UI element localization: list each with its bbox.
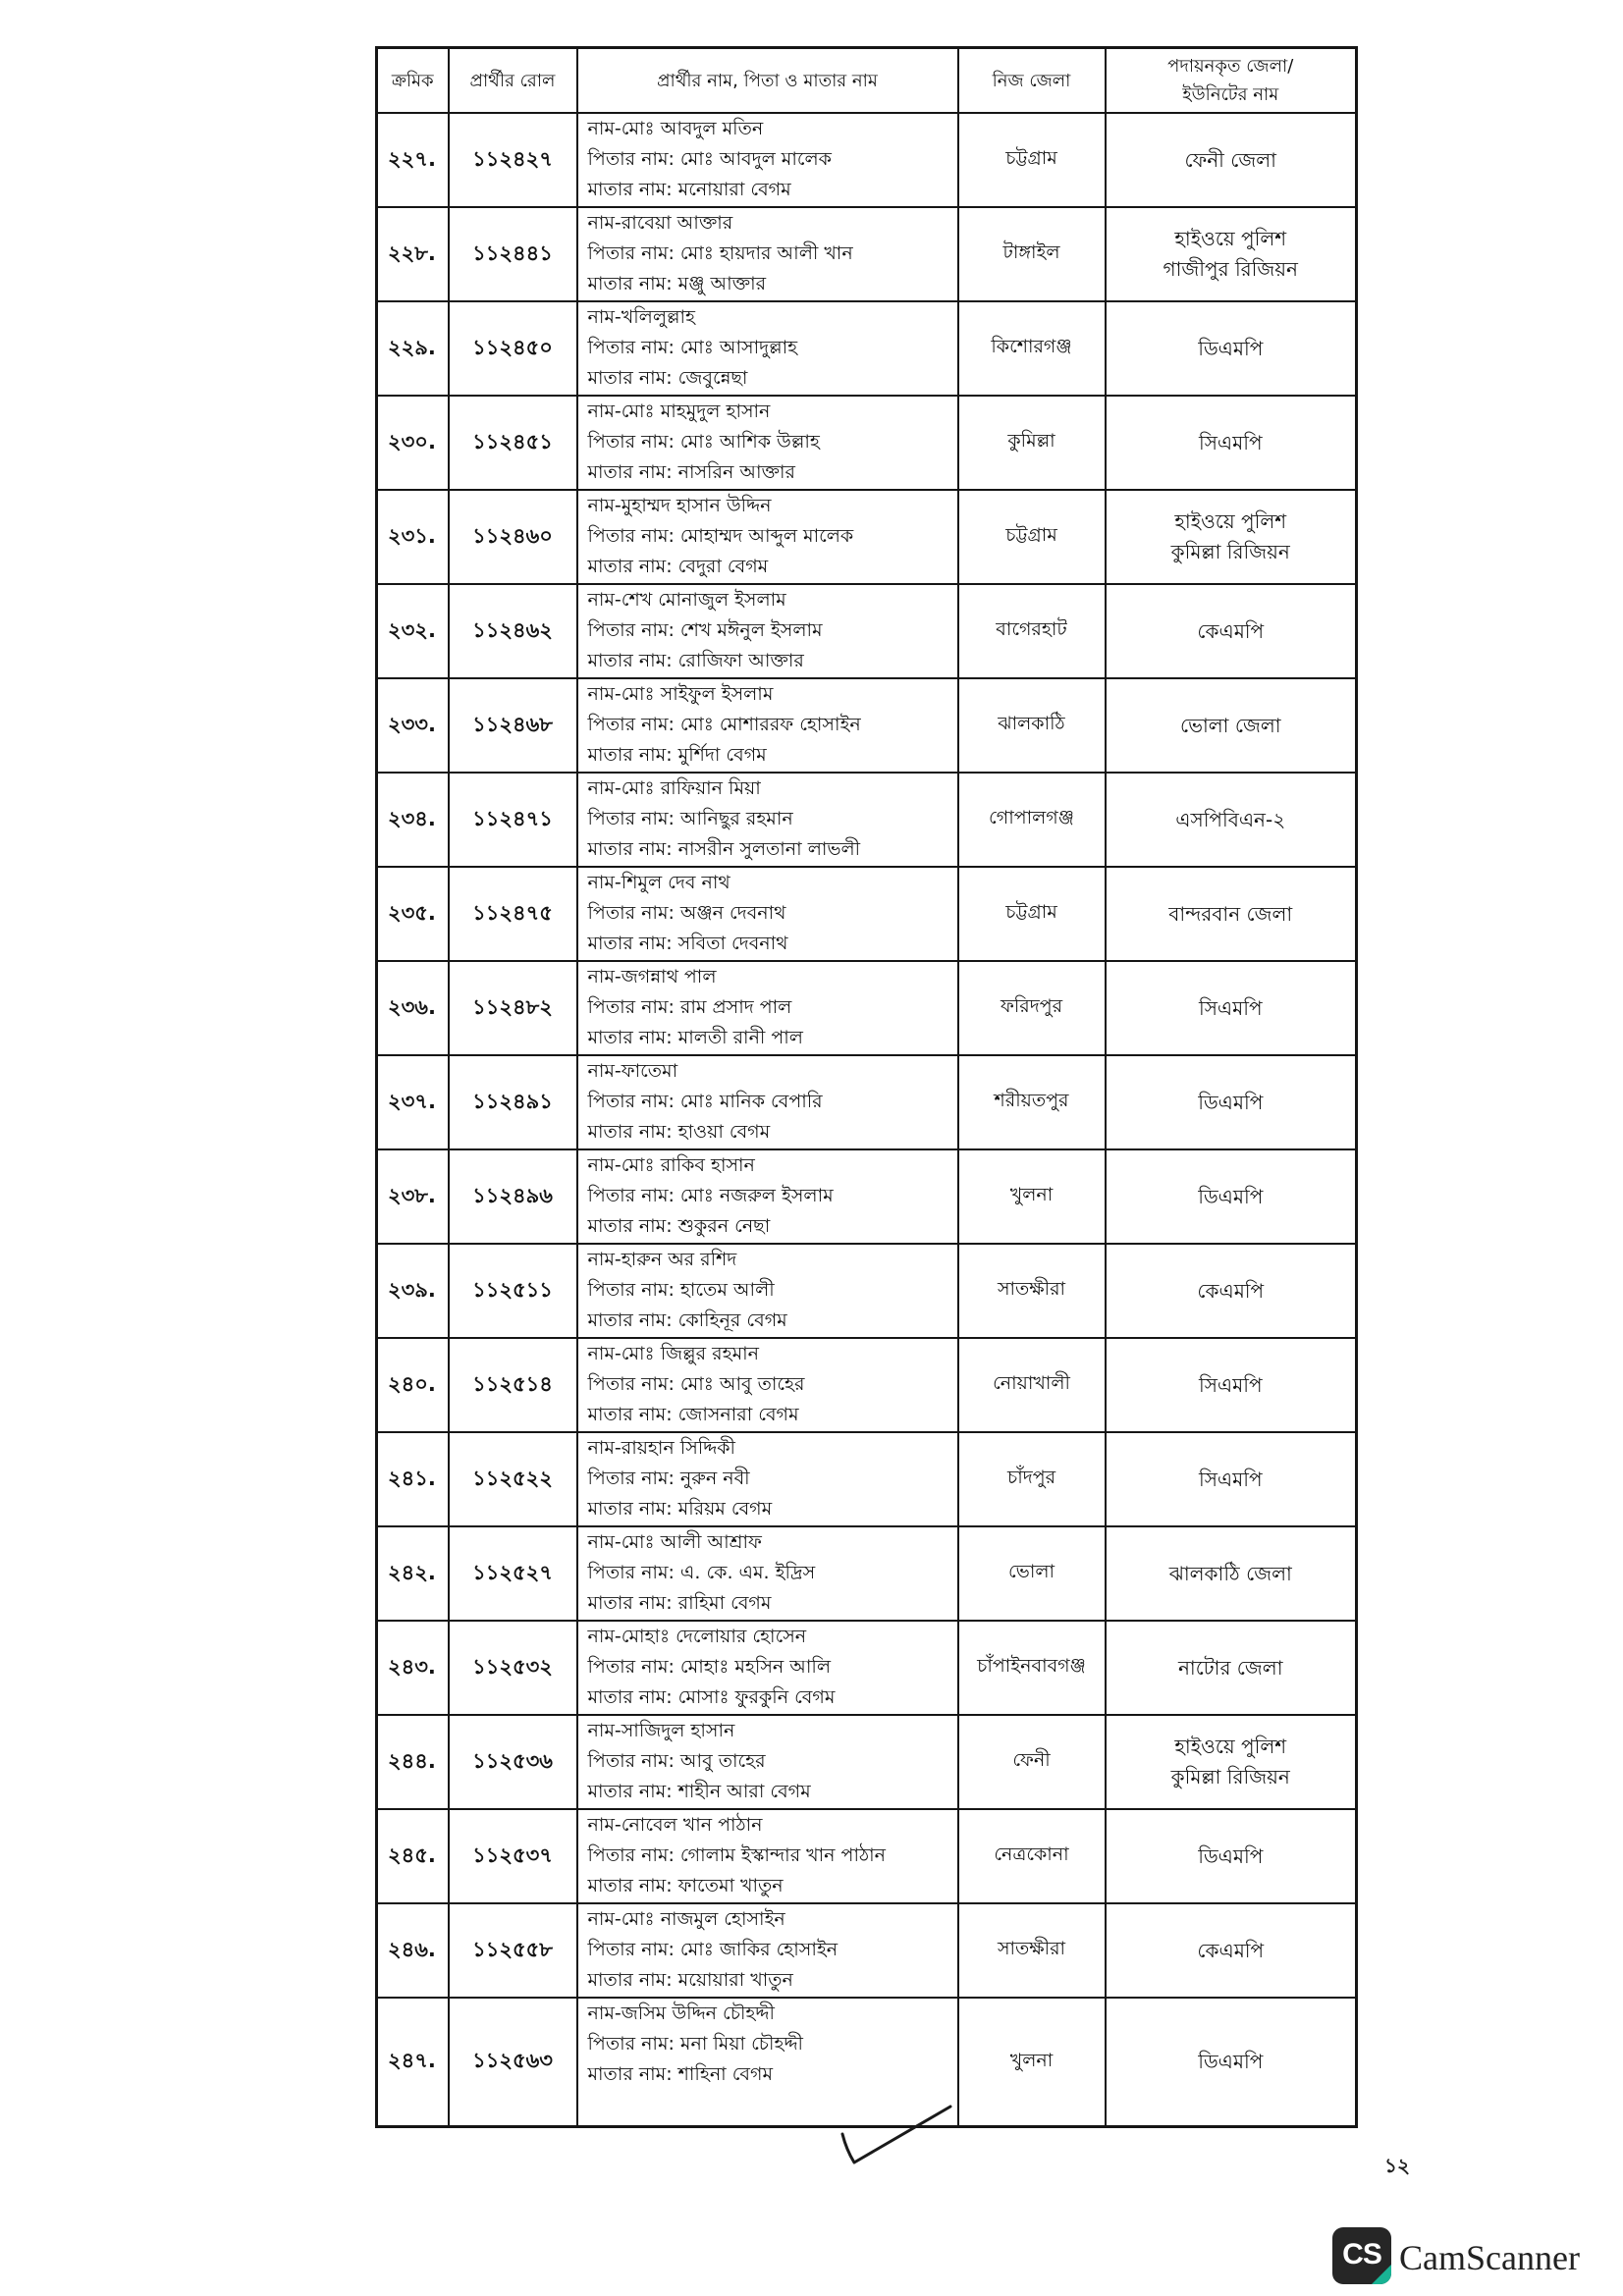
mother-name: মাতার নাম: ফাতেমা খাতুন [587,1875,784,1896]
posting-line: হাইওয়ে পুলিশ [1174,227,1287,250]
serial-cell: ২৩৬. [377,961,449,1055]
home-district-cell: চাঁদপুর [958,1432,1106,1526]
mother-name: মাতার নাম: বেদুরা বেগম [587,556,769,577]
father-name: পিতার নাম: মোঃ মানিক বেপারি [587,1091,823,1112]
names-cell [577,1526,958,1621]
mother-name: মাতার নাম: মোসাঃ ফুরকুনি বেগম [587,1686,836,1708]
roll-cell: ১১২৫১১ [449,1244,577,1338]
posting-line: হাইওয়ে পুলিশ [1174,1735,1287,1758]
table-row [377,490,1357,584]
names-cell [577,961,958,1055]
serial-cell: ২৩৭. [377,1055,449,1149]
roll-cell: ১১২৫৩৬ [449,1715,577,1809]
home-district-cell: শরীয়তপুর [958,1055,1106,1149]
candidate-name: নাম-মোহাঃ দেলোয়ার হোসেন [587,1626,807,1647]
serial-cell: ২৪১. [377,1432,449,1526]
camscanner-logo-icon [1332,2227,1391,2284]
table-row [377,396,1357,490]
table-row [377,1715,1357,1809]
father-name: পিতার নাম: হাতেম আলী [587,1279,775,1301]
posting-line: হাইওয়ে পুলিশ [1174,509,1287,533]
home-district-cell: নেত্রকোনা [958,1809,1106,1903]
mother-name: মাতার নাম: রোজিফা আক্তার [587,650,804,671]
home-district-cell: সাতক্ষীরা [958,1244,1106,1338]
roll-cell: ১১২৪৭৫ [449,867,577,961]
posting-line: ডিএমপি [1198,1184,1264,1208]
home-district-cell: বাগেরহাট [958,584,1106,678]
names-cell [577,773,958,867]
table-row [377,961,1357,1055]
posting-cell [1106,490,1357,584]
candidate-name: নাম-মোঃ রাকিব হাসান [587,1154,755,1176]
serial-cell: ২৩৩. [377,678,449,773]
father-name: পিতার নাম: মোঃ আবু তাহের [587,1373,805,1395]
posting-cell [1106,584,1357,678]
table-row [377,113,1357,207]
posting-cell [1106,1055,1357,1149]
father-name: পিতার নাম: গোলাম ইস্কান্দার খান পাঠান [587,1844,886,1866]
posting-cell [1106,207,1357,301]
table-row [377,301,1357,396]
father-name: পিতার নাম: আনিছুর রহমান [587,808,793,829]
roll-cell: ১১২৪৬৮ [449,678,577,773]
posting-line: ডিএমপি [1198,1843,1264,1868]
candidate-name: নাম-জসিম উদ্দিন চৌহদ্দী [587,2002,775,2024]
mother-name: মাতার নাম: নাসরিন আক্তার [587,461,795,483]
candidate-name: নাম-মোঃ আবদুল মতিন [587,118,764,139]
roll-cell: ১১২৫২৭ [449,1526,577,1621]
posting-cell [1106,1998,1357,2127]
names-cell [577,1432,958,1526]
table-row [377,678,1357,773]
father-name: পিতার নাম: আবু তাহের [587,1750,766,1772]
roll-cell: ১১২৪৮২ [449,961,577,1055]
father-name: পিতার নাম: মোঃ আসাদুল্লাহ [587,337,798,358]
posting-cell [1106,1149,1357,1244]
roll-cell: ১১২৪৪১ [449,207,577,301]
serial-cell: ২৩৯. [377,1244,449,1338]
table-row [377,1432,1357,1526]
roll-cell: ১১২৪৯৬ [449,1149,577,1244]
header-posting-line: ইউনিটের নাম [1182,84,1279,105]
serial-cell: ২৩০. [377,396,449,490]
posting-line: সিএমপি [1198,995,1263,1020]
names-cell [577,113,958,207]
names-cell [577,1715,958,1809]
posting-cell [1106,1809,1357,1903]
roll-cell: ১১২৫১৪ [449,1338,577,1432]
serial-cell: ২৪৩. [377,1621,449,1715]
candidate-name: নাম-মোঃ মাহমুদুল হাসান [587,400,771,422]
mother-name: মাতার নাম: মুর্শিদা বেগম [587,744,767,766]
home-district-cell: নোয়াখালী [958,1338,1106,1432]
names-cell [577,207,958,301]
names-cell [577,396,958,490]
mother-name: মাতার নাম: মনোয়ারা বেগম [587,179,791,200]
serial-cell: ২৪০. [377,1338,449,1432]
roll-cell: ১১২৪৬২ [449,584,577,678]
posting-line: নাটোর জেলা [1177,1655,1283,1680]
serial-cell: ২৪৬. [377,1903,449,1998]
father-name: পিতার নাম: মোহাঃ মহসিন আলি [587,1656,832,1678]
names-cell [577,1055,958,1149]
names-cell [577,584,958,678]
mother-name: মাতার নাম: শাহিনা বেগম [587,2063,774,2085]
table-row [377,207,1357,301]
serial-cell: ২২৯. [377,301,449,396]
posting-line: সিএমপি [1198,1467,1263,1491]
header-serial: ক্রমিক [377,48,449,114]
table-row [377,1526,1357,1621]
posting-cell [1106,396,1357,490]
table-row [377,1149,1357,1244]
home-district-cell: ফরিদপুর [958,961,1106,1055]
candidate-name: নাম-রায়হান সিদ্দিকী [587,1437,735,1459]
posting-line: ডিএমপি [1198,336,1264,360]
names-cell [577,490,958,584]
father-name: পিতার নাম: মোঃ আশিক উল্লাহ [587,431,820,453]
posting-list-table [375,46,1358,2128]
names-cell [577,678,958,773]
home-district-cell: চাঁপাইনবাবগঞ্জ [958,1621,1106,1715]
candidate-name: নাম-মোঃ সাইফুল ইসলাম [587,683,774,705]
father-name: পিতার নাম: মোঃ জাকির হোসাইন [587,1939,839,1960]
candidate-name: নাম-শিমুল দেব নাথ [587,872,730,893]
father-name: পিতার নাম: মোঃ হায়দার আলী খান [587,242,853,264]
candidate-name: নাম-ফাতেমা [587,1060,678,1082]
father-name: পিতার নাম: মোহাম্মদ আব্দুল মালেক [587,525,854,547]
camscanner-logo-mark: CS [1342,2238,1381,2270]
table-row [377,1244,1357,1338]
candidate-name: নাম-রাবেয়া আক্তার [587,212,733,234]
header-roll: প্রার্থীর রোল [449,48,577,114]
table-row [377,1809,1357,1903]
mother-name: মাতার নাম: শুকুরন নেছা [587,1215,771,1237]
mother-name: মাতার নাম: জোসনারা বেগম [587,1404,799,1425]
posting-cell [1106,1244,1357,1338]
posting-line: ভোলা জেলা [1179,713,1281,737]
names-cell [577,301,958,396]
mother-name: মাতার নাম: নাসরীন সুলতানা লাভলী [587,838,861,860]
serial-cell: ২৩২. [377,584,449,678]
posting-line: সিএমপি [1198,430,1263,454]
home-district-cell: ঝালকাঠি [958,678,1106,773]
mother-name: মাতার নাম: জেবুন্নেছা [587,367,748,389]
candidate-name: নাম-খলিলুল্লাহ [587,306,695,328]
posting-line: ঝালকাঠি জেলা [1168,1561,1292,1585]
serial-cell: ২৪৫. [377,1809,449,1903]
page-number: ১২ [1384,2154,1410,2177]
table-row [377,867,1357,961]
mother-name: মাতার নাম: রাহিমা বেগম [587,1592,772,1614]
roll-cell: ১১২৪৫১ [449,396,577,490]
posting-line: ডিএমপি [1198,2050,1264,2073]
candidate-name: নাম-মোঃ জিল্লুর রহমান [587,1343,759,1364]
serial-cell: ২৩১. [377,490,449,584]
posting-line: সিএমপি [1198,1372,1263,1397]
father-name: পিতার নাম: মোঃ নজরুল ইসলাম [587,1185,834,1206]
names-cell [577,1244,958,1338]
candidate-name: নাম-মোঃ রাফিয়ান মিয়া [587,777,761,799]
signature-mark [825,2091,972,2179]
posting-cell [1106,678,1357,773]
header-row [377,48,1357,114]
names-cell [577,1903,958,1998]
names-cell [577,1809,958,1903]
candidate-name: নাম-মোঃ নাজমুল হোসাইন [587,1908,785,1930]
candidate-name: নাম-সাজিদুল হাসান [587,1720,735,1741]
home-district-cell: ভোলা [958,1526,1106,1621]
posting-line: ফেনী জেলা [1184,147,1276,172]
mother-name: মাতার নাম: শাহীন আরা বেগম [587,1781,811,1802]
header-posting [1106,48,1357,114]
roll-cell: ১১২৫৫৮ [449,1903,577,1998]
mother-name: মাতার নাম: মরিয়ম বেগম [587,1498,773,1520]
serial-cell: ২৪২. [377,1526,449,1621]
names-cell [577,1338,958,1432]
mother-name: মাতার নাম: ময়োয়ারা খাতুন [587,1969,793,1991]
mother-name: মাতার নাম: কোহিনূর বেগম [587,1309,787,1331]
posting-line: এসপিবিএন-২ [1175,807,1286,831]
home-district-cell: সাতক্ষীরা [958,1903,1106,1998]
posting-cell [1106,1526,1357,1621]
father-name: পিতার নাম: মোঃ আবদুল মালেক [587,148,832,170]
mother-name: মাতার নাম: মালতী রানী পাল [587,1027,803,1048]
posting-cell [1106,1903,1357,1998]
posting-cell [1106,961,1357,1055]
posting-cell [1106,301,1357,396]
posting-line: কেএমপি [1197,1938,1265,1962]
roll-cell: ১১২৪৬০ [449,490,577,584]
posting-cell [1106,773,1357,867]
serial-cell: ২২৮. [377,207,449,301]
table-row [377,584,1357,678]
candidate-name: নাম-শেখ মোনাজুল ইসলাম [587,589,786,611]
candidate-name: নাম-হারুন অর রশিদ [587,1249,737,1270]
posting-cell [1106,113,1357,207]
home-district-cell: টাঙ্গাইল [958,207,1106,301]
candidate-name: নাম-নোবেল খান পাঠান [587,1814,763,1836]
father-name: পিতার নাম: মোঃ মোশাররফ হোসাইন [587,714,861,735]
roll-cell: ১১২৫৬৩ [449,1998,577,2127]
home-district-cell: গোপালগঞ্জ [958,773,1106,867]
roll-cell: ১১২৫২২ [449,1432,577,1526]
posting-line: গাজীপুর রিজিয়ন [1163,257,1298,281]
posting-line: কেএমপি [1197,618,1265,643]
posting-line: কুমিল্লা রিজিয়ন [1170,540,1290,563]
home-district-cell: চট্টগ্রাম [958,867,1106,961]
home-district-cell: খুলনা [958,1998,1106,2127]
candidate-name: নাম-মোঃ আলী আশ্রাফ [587,1531,762,1553]
candidate-name: নাম-মুহাম্মদ হাসান উদ্দিন [587,495,772,516]
serial-cell: ২৩৫. [377,867,449,961]
serial-cell: ২৩৮. [377,1149,449,1244]
father-name: পিতার নাম: এ. কে. এম. ইদ্রিস [587,1562,816,1583]
names-cell [577,867,958,961]
table-row [377,1338,1357,1432]
home-district-cell: কুমিল্লা [958,396,1106,490]
serial-cell: ২৪৪. [377,1715,449,1809]
home-district-cell: চট্টগ্রাম [958,490,1106,584]
roll-cell: ১১২৪২৭ [449,113,577,207]
candidate-name: নাম-জগন্নাথ পাল [587,966,717,988]
posting-line: বান্দরবান জেলা [1168,901,1293,926]
roll-cell: ১১২৫৩২ [449,1621,577,1715]
roll-cell: ১১২৪৭১ [449,773,577,867]
mother-name: মাতার নাম: হাওয়া বেগম [587,1121,771,1143]
posting-line: কেএমপি [1197,1278,1265,1303]
table-row [377,1903,1357,1998]
home-district-cell: খুলনা [958,1149,1106,1244]
header-names: প্রার্থীর নাম, পিতা ও মাতার নাম [577,48,958,114]
header-posting-line: পদায়নকৃত জেলা/ [1167,56,1294,77]
posting-cell [1106,867,1357,961]
table-row [377,1621,1357,1715]
roll-cell: ১১২৫৩৭ [449,1809,577,1903]
posting-cell [1106,1338,1357,1432]
posting-cell [1106,1432,1357,1526]
camscanner-watermark [1332,2227,1588,2284]
names-cell [577,1149,958,1244]
father-name: পিতার নাম: শেখ মঈনুল ইসলাম [587,619,823,641]
home-district-cell: চট্টগ্রাম [958,113,1106,207]
posting-line: কুমিল্লা রিজিয়ন [1170,1765,1290,1789]
mother-name: মাতার নাম: মঞ্জু আক্তার [587,273,767,294]
father-name: পিতার নাম: রাম প্রসাদ পাল [587,996,792,1018]
serial-cell: ২৪৭. [377,1998,449,2127]
mother-name: মাতার নাম: সবিতা দেবনাথ [587,933,788,954]
father-name: পিতার নাম: মনা মিয়া চৌহদ্দী [587,2033,803,2055]
posting-cell [1106,1715,1357,1809]
names-cell [577,1621,958,1715]
serial-cell: ২২৭. [377,113,449,207]
camscanner-wordmark: CamScanner [1399,2238,1580,2277]
father-name: পিতার নাম: অঞ্জন দেবনাথ [587,902,786,924]
home-district-cell: কিশোরগঞ্জ [958,301,1106,396]
home-district-cell: ফেনী [958,1715,1106,1809]
roll-cell: ১১২৪৫০ [449,301,577,396]
serial-cell: ২৩৪. [377,773,449,867]
table-row [377,1055,1357,1149]
posting-cell [1106,1621,1357,1715]
table-row [377,773,1357,867]
roll-cell: ১১২৪৯১ [449,1055,577,1149]
header-home-district: নিজ জেলা [958,48,1106,114]
posting-line: ডিএমপি [1198,1090,1264,1114]
father-name: পিতার নাম: নুরুন নবী [587,1468,750,1489]
